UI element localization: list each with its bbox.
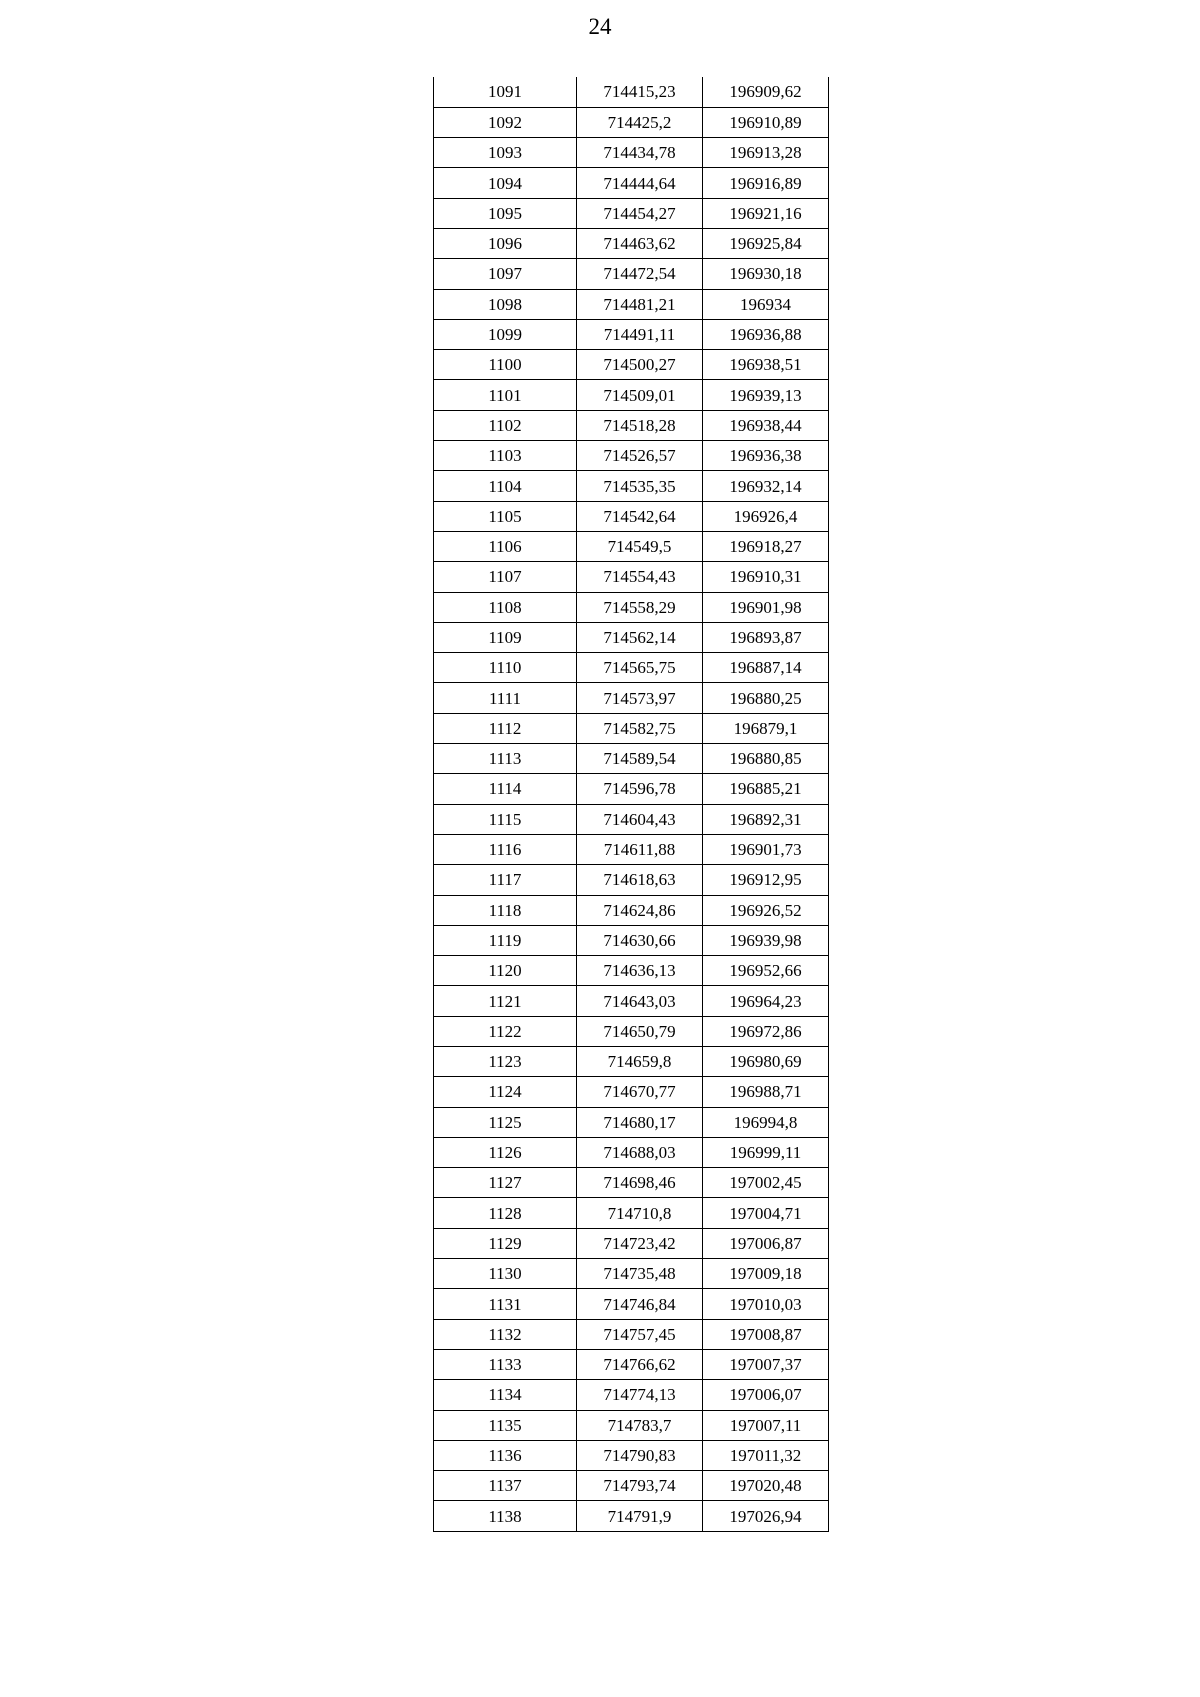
point-number-cell: 1109 xyxy=(434,622,577,652)
table-row xyxy=(434,744,829,774)
point-number-cell: 1107 xyxy=(434,562,577,592)
table-row xyxy=(434,804,829,834)
x-coordinate-cell: 714604,43 xyxy=(577,804,703,834)
table-row xyxy=(434,774,829,804)
coordinates-table-body xyxy=(434,77,829,1531)
x-coordinate-cell: 714526,57 xyxy=(577,441,703,471)
point-number-cell: 1136 xyxy=(434,1440,577,1470)
x-coordinate-cell: 714643,03 xyxy=(577,986,703,1016)
table-row xyxy=(434,410,829,440)
y-coordinate-cell: 196936,38 xyxy=(703,441,829,471)
x-coordinate-cell: 714790,83 xyxy=(577,1440,703,1470)
x-coordinate-cell: 714746,84 xyxy=(577,1289,703,1319)
point-number-cell: 1122 xyxy=(434,1016,577,1046)
y-coordinate-cell: 196999,11 xyxy=(703,1137,829,1167)
x-coordinate-cell: 714791,9 xyxy=(577,1501,703,1531)
x-coordinate-cell: 714554,43 xyxy=(577,562,703,592)
point-number-cell: 1096 xyxy=(434,228,577,258)
table-row xyxy=(434,380,829,410)
y-coordinate-cell: 196909,62 xyxy=(703,77,829,107)
point-number-cell: 1124 xyxy=(434,1077,577,1107)
point-number-cell: 1130 xyxy=(434,1259,577,1289)
y-coordinate-cell: 197020,48 xyxy=(703,1471,829,1501)
point-number-cell: 1134 xyxy=(434,1380,577,1410)
table-row xyxy=(434,1410,829,1440)
table-row xyxy=(434,1228,829,1258)
x-coordinate-cell: 714558,29 xyxy=(577,592,703,622)
point-number-cell: 1113 xyxy=(434,744,577,774)
x-coordinate-cell: 714434,78 xyxy=(577,138,703,168)
table-row xyxy=(434,865,829,895)
point-number-cell: 1128 xyxy=(434,1198,577,1228)
point-number-cell: 1102 xyxy=(434,410,577,440)
x-coordinate-cell: 714509,01 xyxy=(577,380,703,410)
y-coordinate-cell: 197002,45 xyxy=(703,1168,829,1198)
table-row xyxy=(434,1259,829,1289)
table-row xyxy=(434,713,829,743)
y-coordinate-cell: 196880,85 xyxy=(703,744,829,774)
x-coordinate-cell: 714630,66 xyxy=(577,925,703,955)
x-coordinate-cell: 714624,86 xyxy=(577,895,703,925)
table-row xyxy=(434,1137,829,1167)
x-coordinate-cell: 714589,54 xyxy=(577,744,703,774)
point-number-cell: 1095 xyxy=(434,198,577,228)
point-number-cell: 1104 xyxy=(434,471,577,501)
y-coordinate-cell: 196910,31 xyxy=(703,562,829,592)
table-row xyxy=(434,925,829,955)
point-number-cell: 1112 xyxy=(434,713,577,743)
table-row xyxy=(434,471,829,501)
x-coordinate-cell: 714500,27 xyxy=(577,350,703,380)
x-coordinate-cell: 714491,11 xyxy=(577,319,703,349)
table-row xyxy=(434,1289,829,1319)
x-coordinate-cell: 714542,64 xyxy=(577,501,703,531)
point-number-cell: 1138 xyxy=(434,1501,577,1531)
y-coordinate-cell: 197011,32 xyxy=(703,1440,829,1470)
y-coordinate-cell: 196901,98 xyxy=(703,592,829,622)
table-row xyxy=(434,107,829,137)
y-coordinate-cell: 196913,28 xyxy=(703,138,829,168)
y-coordinate-cell: 196938,51 xyxy=(703,350,829,380)
y-coordinate-cell: 197026,94 xyxy=(703,1501,829,1531)
y-coordinate-cell: 196964,23 xyxy=(703,986,829,1016)
table-row xyxy=(434,1319,829,1349)
table-row xyxy=(434,592,829,622)
x-coordinate-cell: 714425,2 xyxy=(577,107,703,137)
y-coordinate-cell: 196988,71 xyxy=(703,1077,829,1107)
point-number-cell: 1108 xyxy=(434,592,577,622)
point-number-cell: 1101 xyxy=(434,380,577,410)
point-number-cell: 1137 xyxy=(434,1471,577,1501)
y-coordinate-cell: 196912,95 xyxy=(703,865,829,895)
x-coordinate-cell: 714650,79 xyxy=(577,1016,703,1046)
point-number-cell: 1111 xyxy=(434,683,577,713)
y-coordinate-cell: 196893,87 xyxy=(703,622,829,652)
point-number-cell: 1135 xyxy=(434,1410,577,1440)
point-number-cell: 1133 xyxy=(434,1349,577,1379)
y-coordinate-cell: 196901,73 xyxy=(703,834,829,864)
table-row xyxy=(434,653,829,683)
x-coordinate-cell: 714766,62 xyxy=(577,1349,703,1379)
x-coordinate-cell: 714793,74 xyxy=(577,1471,703,1501)
x-coordinate-cell: 714481,21 xyxy=(577,289,703,319)
point-number-cell: 1103 xyxy=(434,441,577,471)
table-row xyxy=(434,622,829,652)
table-row xyxy=(434,138,829,168)
x-coordinate-cell: 714680,17 xyxy=(577,1107,703,1137)
y-coordinate-cell: 196918,27 xyxy=(703,531,829,561)
y-coordinate-cell: 196934 xyxy=(703,289,829,319)
x-coordinate-cell: 714636,13 xyxy=(577,956,703,986)
table-row xyxy=(434,895,829,925)
table-row xyxy=(434,259,829,289)
y-coordinate-cell: 196994,8 xyxy=(703,1107,829,1137)
x-coordinate-cell: 714618,63 xyxy=(577,865,703,895)
point-number-cell: 1116 xyxy=(434,834,577,864)
y-coordinate-cell: 196916,89 xyxy=(703,168,829,198)
x-coordinate-cell: 714698,46 xyxy=(577,1168,703,1198)
y-coordinate-cell: 196980,69 xyxy=(703,1047,829,1077)
point-number-cell: 1119 xyxy=(434,925,577,955)
y-coordinate-cell: 196910,89 xyxy=(703,107,829,137)
coordinates-table xyxy=(433,77,829,1532)
table-row xyxy=(434,986,829,1016)
y-coordinate-cell: 197007,11 xyxy=(703,1410,829,1440)
x-coordinate-cell: 714596,78 xyxy=(577,774,703,804)
x-coordinate-cell: 714535,35 xyxy=(577,471,703,501)
x-coordinate-cell: 714611,88 xyxy=(577,834,703,864)
table-row xyxy=(434,1047,829,1077)
table-row xyxy=(434,77,829,107)
y-coordinate-cell: 196939,13 xyxy=(703,380,829,410)
point-number-cell: 1091 xyxy=(434,77,577,107)
point-number-cell: 1110 xyxy=(434,653,577,683)
point-number-cell: 1098 xyxy=(434,289,577,319)
x-coordinate-cell: 714670,77 xyxy=(577,1077,703,1107)
table-row xyxy=(434,198,829,228)
y-coordinate-cell: 196880,25 xyxy=(703,683,829,713)
table-row xyxy=(434,683,829,713)
point-number-cell: 1129 xyxy=(434,1228,577,1258)
point-number-cell: 1123 xyxy=(434,1047,577,1077)
point-number-cell: 1105 xyxy=(434,501,577,531)
y-coordinate-cell: 197006,07 xyxy=(703,1380,829,1410)
table-row xyxy=(434,1168,829,1198)
point-number-cell: 1127 xyxy=(434,1168,577,1198)
table-row xyxy=(434,1349,829,1379)
x-coordinate-cell: 714783,7 xyxy=(577,1410,703,1440)
x-coordinate-cell: 714565,75 xyxy=(577,653,703,683)
point-number-cell: 1132 xyxy=(434,1319,577,1349)
x-coordinate-cell: 714573,97 xyxy=(577,683,703,713)
point-number-cell: 1126 xyxy=(434,1137,577,1167)
table-row xyxy=(434,1016,829,1046)
x-coordinate-cell: 714454,27 xyxy=(577,198,703,228)
table-row xyxy=(434,1380,829,1410)
table-row xyxy=(434,350,829,380)
y-coordinate-cell: 197010,03 xyxy=(703,1289,829,1319)
x-coordinate-cell: 714710,8 xyxy=(577,1198,703,1228)
point-number-cell: 1118 xyxy=(434,895,577,925)
table-row xyxy=(434,319,829,349)
y-coordinate-cell: 196887,14 xyxy=(703,653,829,683)
x-coordinate-cell: 714549,5 xyxy=(577,531,703,561)
x-coordinate-cell: 714463,62 xyxy=(577,228,703,258)
table-row xyxy=(434,562,829,592)
x-coordinate-cell: 714415,23 xyxy=(577,77,703,107)
point-number-cell: 1097 xyxy=(434,259,577,289)
x-coordinate-cell: 714472,54 xyxy=(577,259,703,289)
table-row xyxy=(434,1471,829,1501)
x-coordinate-cell: 714688,03 xyxy=(577,1137,703,1167)
point-number-cell: 1117 xyxy=(434,865,577,895)
point-number-cell: 1100 xyxy=(434,350,577,380)
point-number-cell: 1114 xyxy=(434,774,577,804)
point-number-cell: 1093 xyxy=(434,138,577,168)
x-coordinate-cell: 714582,75 xyxy=(577,713,703,743)
point-number-cell: 1094 xyxy=(434,168,577,198)
table-row xyxy=(434,834,829,864)
y-coordinate-cell: 196938,44 xyxy=(703,410,829,440)
y-coordinate-cell: 196885,21 xyxy=(703,774,829,804)
y-coordinate-cell: 196972,86 xyxy=(703,1016,829,1046)
y-coordinate-cell: 197009,18 xyxy=(703,1259,829,1289)
y-coordinate-cell: 197008,87 xyxy=(703,1319,829,1349)
y-coordinate-cell: 196926,52 xyxy=(703,895,829,925)
table-row xyxy=(434,956,829,986)
x-coordinate-cell: 714735,48 xyxy=(577,1259,703,1289)
y-coordinate-cell: 196930,18 xyxy=(703,259,829,289)
y-coordinate-cell: 196925,84 xyxy=(703,228,829,258)
point-number-cell: 1121 xyxy=(434,986,577,1016)
point-number-cell: 1131 xyxy=(434,1289,577,1319)
table-row xyxy=(434,1077,829,1107)
table-row xyxy=(434,1440,829,1470)
table-row xyxy=(434,1107,829,1137)
x-coordinate-cell: 714723,42 xyxy=(577,1228,703,1258)
x-coordinate-cell: 714518,28 xyxy=(577,410,703,440)
y-coordinate-cell: 196939,98 xyxy=(703,925,829,955)
table-row xyxy=(434,289,829,319)
y-coordinate-cell: 196926,4 xyxy=(703,501,829,531)
y-coordinate-cell: 197006,87 xyxy=(703,1228,829,1258)
y-coordinate-cell: 196921,16 xyxy=(703,198,829,228)
y-coordinate-cell: 197004,71 xyxy=(703,1198,829,1228)
x-coordinate-cell: 714774,13 xyxy=(577,1380,703,1410)
table-row xyxy=(434,1501,829,1531)
point-number-cell: 1120 xyxy=(434,956,577,986)
y-coordinate-cell: 196932,14 xyxy=(703,471,829,501)
y-coordinate-cell: 196936,88 xyxy=(703,319,829,349)
y-coordinate-cell: 196879,1 xyxy=(703,713,829,743)
table-row xyxy=(434,501,829,531)
table-row xyxy=(434,168,829,198)
x-coordinate-cell: 714562,14 xyxy=(577,622,703,652)
table-row xyxy=(434,228,829,258)
y-coordinate-cell: 196892,31 xyxy=(703,804,829,834)
point-number-cell: 1099 xyxy=(434,319,577,349)
point-number-cell: 1125 xyxy=(434,1107,577,1137)
y-coordinate-cell: 197007,37 xyxy=(703,1349,829,1379)
x-coordinate-cell: 714444,64 xyxy=(577,168,703,198)
point-number-cell: 1092 xyxy=(434,107,577,137)
x-coordinate-cell: 714757,45 xyxy=(577,1319,703,1349)
page-number: 24 xyxy=(588,14,612,39)
table-row xyxy=(434,531,829,561)
point-number-cell: 1106 xyxy=(434,531,577,561)
x-coordinate-cell: 714659,8 xyxy=(577,1047,703,1077)
point-number-cell: 1115 xyxy=(434,804,577,834)
table-row xyxy=(434,441,829,471)
table-row xyxy=(434,1198,829,1228)
y-coordinate-cell: 196952,66 xyxy=(703,956,829,986)
